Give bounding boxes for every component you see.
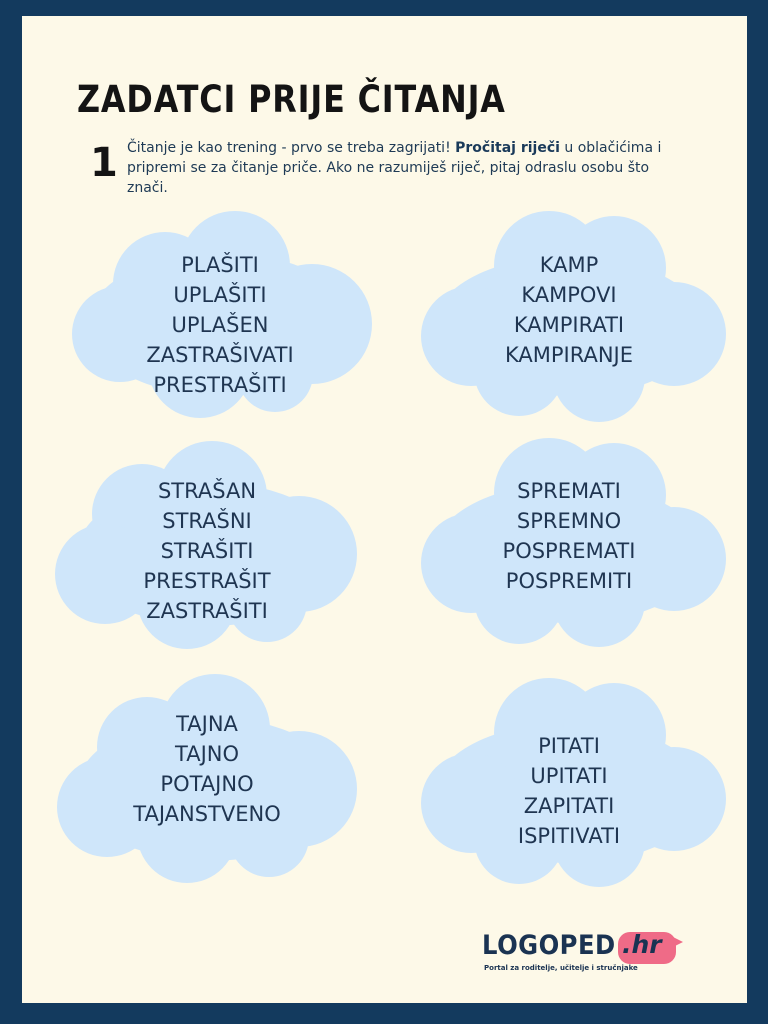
word-list-5 bbox=[37, 709, 377, 829]
word: STRAŠAN bbox=[157, 479, 257, 503]
word-cloud-5 bbox=[37, 671, 377, 891]
word: ZAPITATI bbox=[523, 794, 615, 818]
word: ZASTRAŠIVATI bbox=[146, 343, 294, 367]
worksheet-page bbox=[22, 16, 747, 1003]
word: ISPITIVATI bbox=[517, 824, 621, 848]
instruction-text-start: Čitanje je kao trening - prvo se treba zagrijati! bbox=[127, 140, 456, 156]
word: POSPREMATI bbox=[502, 539, 636, 563]
word: ZASTRAŠITI bbox=[146, 599, 268, 623]
word: POTAJNO bbox=[160, 772, 254, 796]
word: UPLAŠEN bbox=[171, 313, 269, 337]
word-list-4 bbox=[399, 476, 739, 596]
word: POSPREMITI bbox=[505, 569, 633, 593]
word-cloud-3 bbox=[37, 434, 377, 654]
word: SPREMNO bbox=[516, 509, 622, 533]
word-cloud-6 bbox=[399, 671, 739, 891]
instruction-text-bold: Pročitaj riječi bbox=[455, 140, 560, 156]
word: PITATI bbox=[538, 734, 600, 758]
word-cloud-2 bbox=[399, 206, 739, 426]
word: TAJNA bbox=[176, 712, 238, 736]
word: UPLAŠITI bbox=[173, 283, 267, 307]
word-list-3 bbox=[37, 476, 377, 626]
word: TAJNO bbox=[175, 742, 239, 766]
word: STRAŠNI bbox=[162, 509, 252, 533]
logo-tagline: Portal za roditelje, učitelje i stručnjake bbox=[484, 964, 638, 972]
word-cloud-1 bbox=[50, 206, 390, 426]
word: STRAŠITI bbox=[160, 539, 254, 563]
task-instruction bbox=[127, 138, 672, 198]
word: KAMPIRANJE bbox=[504, 343, 634, 367]
word-list-6 bbox=[399, 731, 739, 851]
word: TAJANSTVENO bbox=[133, 802, 281, 826]
task-number: 1 bbox=[90, 140, 118, 186]
word: PRESTRAŠIT bbox=[143, 569, 271, 593]
page-title: ZADATCI PRIJE ČITANJA bbox=[77, 78, 506, 121]
word: KAMP bbox=[539, 253, 599, 277]
word: KAMPOVI bbox=[521, 283, 617, 307]
word: PRESTRAŠITI bbox=[153, 373, 287, 397]
logoped-logo[interactable] bbox=[482, 928, 692, 988]
word: PLAŠITI bbox=[181, 253, 259, 277]
word-cloud-4 bbox=[399, 431, 739, 651]
logo-tld: .hr bbox=[622, 930, 662, 959]
word: SPREMATI bbox=[517, 479, 621, 503]
logo-name: LOGOPED bbox=[482, 930, 616, 961]
instruction-text-end: u oblačićima i pripremi se za čitanje priče. Ako ne razumiješ riječ, pitaj odraslu osobu što znači. bbox=[127, 140, 662, 196]
word-list-2 bbox=[399, 250, 739, 370]
word-list-1 bbox=[50, 250, 390, 400]
word: KAMPIRATI bbox=[513, 313, 625, 337]
word: UPITATI bbox=[530, 764, 608, 788]
